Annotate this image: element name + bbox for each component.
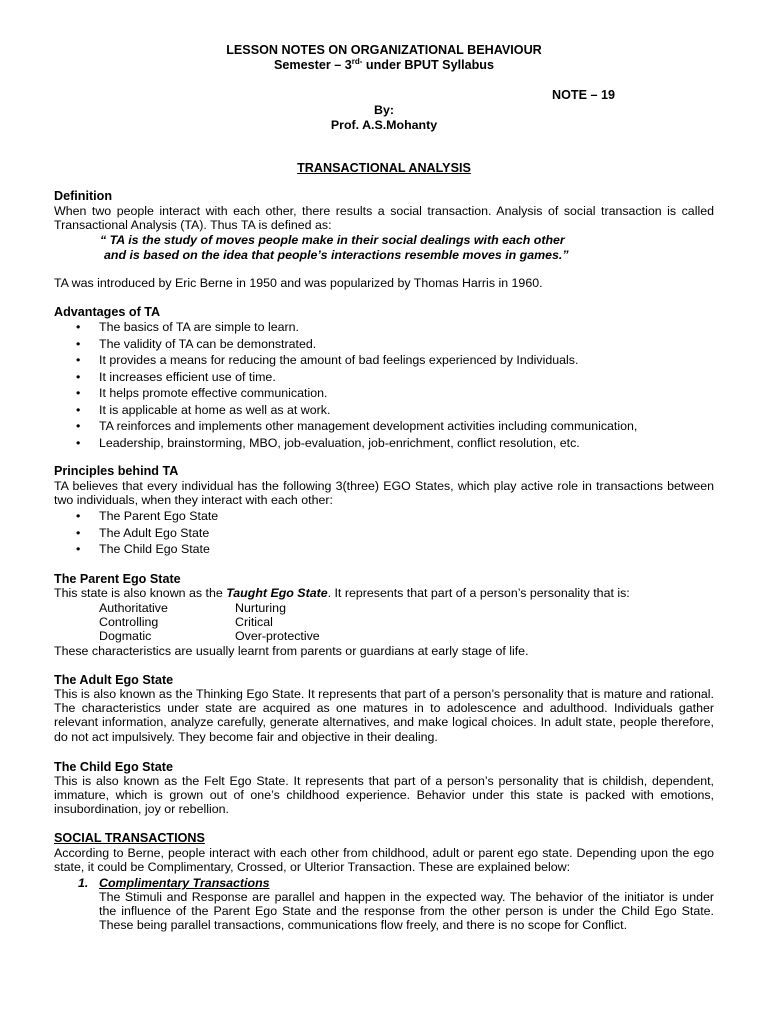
parent-heading: The Parent Ego State <box>54 572 181 586</box>
complimentary-text: The Stimuli and Response are parallel and happen in the expected way. The behavior of the initiator is under the influence of the Parent Ego State and the response from the other person is under the Child Ego State. These being parallel transactions, communications flow freely, and there is no scope for Conflict. <box>99 890 714 933</box>
list-item: • The Adult Ego State <box>76 526 756 543</box>
author-name: Prof. A.S.Mohanty <box>330 118 438 132</box>
social-heading: SOCIAL TRANSACTIONS <box>54 831 205 845</box>
list-item: • It provides a means for reducing the amount of bad feelings experienced by Individuals. <box>76 353 756 370</box>
parent-text: This state is also known as the Taught Ego State. It represents that part of a person’s personality that is: <box>54 586 630 600</box>
adult-text: This is also known as the Thinking Ego State. It represents that part of a person’s personality that is mature and rational. The characteristics under state are acquired as one matures in to adolescence and adulthood. Individuals gather relevant information, analyze carefully, generate alternatives, and make logical choices. In adult state, people therefore, do not act impulsively. They become fair and objective in their dealing. <box>54 687 714 744</box>
list-item: • The validity of TA can be demonstrated. <box>76 337 756 354</box>
definition-text: When two people interact with each other, there results a social transaction. Analysis of social transaction is called Transactional Analysis (TA). Thus TA is defined as: <box>54 204 714 233</box>
social-text: According to Berne, people interact with each other from childhood, adult or parent ego state. Depending upon the ego state, it could be Complimentary, Crossed, or Ulterior Transaction. These are explained below: <box>54 846 714 875</box>
definition-quote-line2: and is based on the idea that people’s interactions resemble moves in games.” <box>104 248 569 262</box>
complimentary-heading: Complimentary Transactions <box>99 876 270 890</box>
trait-row: Controlling Critical <box>99 615 273 630</box>
list-item: • It increases efficient use of time. <box>76 370 756 387</box>
ta-introduction: TA was introduced by Eric Berne in 1950 and was popularized by Thomas Harris in 1960. <box>54 276 543 290</box>
advantages-list <box>32 320 756 452</box>
definition-heading: Definition <box>54 189 113 203</box>
principles-text: TA believes that every individual has the following 3(three) EGO States, which play active role in transactions between two individuals, when they interact with each other: <box>54 479 714 508</box>
parent-closing: These characteristics are usually learnt from parents or guardians at early stage of life. <box>54 644 529 658</box>
note-number: NOTE – 19 <box>552 88 615 102</box>
principles-heading: Principles behind TA <box>54 464 179 478</box>
definition-quote-line1: “ TA is the study of moves people make in their social dealings with each other <box>100 233 565 247</box>
child-text: This is also known as the Felt Ego State. It represents that part of a person’s personality that is childish, dependent, immature, which is grown out of one’s childhood experience. Behavior under this state is packed with emotions, insubordination, joy or rebellion. <box>54 774 714 817</box>
parent-traits <box>99 601 320 644</box>
list-item: • TA reinforces and implements other management development activities including communication, <box>76 419 756 436</box>
sub-number: 1. <box>78 876 89 890</box>
list-item: • It is applicable at home as well as at work. <box>76 403 756 420</box>
advantages-heading: Advantages of TA <box>54 305 161 319</box>
list-item: • It helps promote effective communication. <box>76 386 756 403</box>
trait-row: Dogmatic Over-protective <box>99 629 320 644</box>
list-item: • Leadership, brainstorming, MBO, job-evaluation, job-enrichment, conflict resolution, etc. <box>76 436 756 453</box>
trait-row: Authoritative Nurturing <box>99 601 286 615</box>
adult-heading: The Adult Ego State <box>54 673 174 687</box>
by-label: By: <box>374 103 394 117</box>
main-title: TRANSACTIONAL ANALYSIS <box>297 161 471 175</box>
lesson-title: LESSON NOTES ON ORGANIZATIONAL BEHAVIOUR <box>226 43 542 57</box>
semester-line: Semester – $3^{rd-}$ under BPUT Syllabus <box>274 56 494 72</box>
list-item: • The basics of TA are simple to learn. <box>76 320 756 337</box>
child-heading: The Child Ego State <box>54 760 173 774</box>
list-item: • The Child Ego State <box>76 542 756 559</box>
list-item: • The Parent Ego State <box>76 509 756 526</box>
ego-states-list <box>32 509 756 559</box>
